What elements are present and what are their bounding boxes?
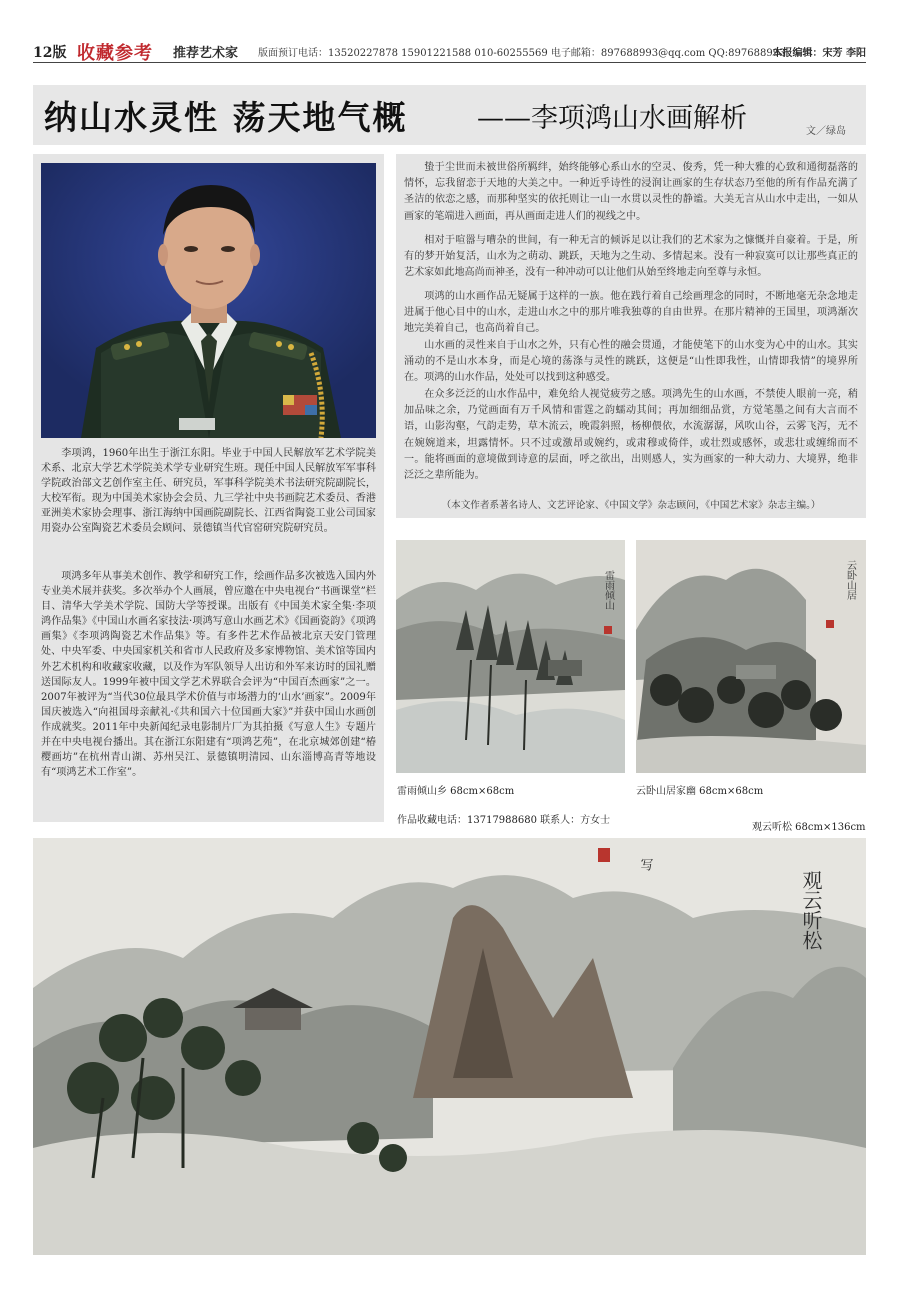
svg-text:云卧山居: 云卧山居 bbox=[844, 560, 856, 600]
artwork-caption: 观云听松 68cm×136cm bbox=[752, 822, 866, 833]
essay-paragraph: 项鸿的山水画作品无疑属于这样的一族。他在践行着自己绘画理念的同时，不断地毫无杂念地走进属于他心目中的山水，走进山水之中的那片唯我独尊的自由世界。在那片精神的王国里，项鸿渐次地完美着自己，也高尚着自己。 bbox=[404, 291, 858, 335]
article-subtitle: ——李项鸿山水画解析 bbox=[477, 103, 747, 134]
author-note: （本文作者系著名诗人、文艺评论家、《中国文学》杂志顾问，《中国艺术家》杂志主编。） bbox=[441, 500, 821, 511]
svg-text:观云听松: 观云听松 bbox=[799, 870, 823, 950]
column-title: 推荐艺术家 bbox=[173, 46, 239, 61]
page-number: 12版 bbox=[33, 45, 67, 61]
bio-paragraph: 李项鸿，1960年出生于浙江东阳。毕业于中国人民解放军艺术学院美术系、北京大学艺术学院美术学专业研究生班。现任中国人民解放军军事科学院政治部文艺创作室主任、研究员，军事科学院美术书法研究院副院长，大校军衔。现为中国美术家协会会员、九三学社中央书画院艺术委员、香港亚洲美术家协会理事、浙江海纳中国画院副院长、江西省陶瓷工业公司国家用瓷办公室陶瓷艺术委员会顾问、景德镇当代官窑研究院研究员。 bbox=[41, 448, 376, 535]
editor-credit: 本报编辑：宋芳 李阳 bbox=[772, 48, 866, 59]
essay-paragraph: 蛰于尘世而未被世俗所羁绊，始终能够心系山水的空灵、俊秀，凭一种大雅的心致和通彻磊落的情怀，忘我留恋于天地的大美之中。一种近乎诗性的浸润让画家的生存状态乃至他的所有作品充满了圣洁的依恋之感，而那种坚实的依托则让一山一水贯以灵性的静谧。大美无言从山水中走出，一如从画家的笔端进入画面，再从画面走进人们的视线之中。 bbox=[404, 162, 858, 222]
svg-text:写: 写 bbox=[637, 858, 653, 871]
landscape-painting-1 bbox=[396, 540, 625, 773]
header-rule bbox=[33, 62, 866, 63]
collection-contact: 作品收藏电话：13717988680 联系人：方女士 bbox=[397, 815, 611, 826]
landscape-painting-3 bbox=[33, 838, 866, 1255]
bio-paragraph: 项鸿多年从事美术创作、教学和研究工作，绘画作品多次被选入国内外专业美术展并获奖。多次举办个人画展，曾应邀在中央电视台“书画课堂”栏目、清华大学美术学院、国防大学等授课。出版有《中国美术家全集·李项鸿作品集》《中国山水画名家技法·项鸿写意山水画艺术》《国画瓷韵》《项鸿画集》《李项鸿陶瓷艺术作品集》等。有多件艺术作品被北京天安门管理处、中央军委、中央国家机关和省市人民政府及多家博物馆、美术馆等国内外艺术机构和收藏家收藏，以及作为军队领导人出访和外军来访时的国礼赠送国际友人。1999年被中国文学艺术界联合会评为“中国百杰画家”之一。2007年被评为“当代30位最具学术价值与市场潜力的‘山水’画家”。2009年国庆被选入“向祖国母亲献礼·《共和国六十位国画大家》”并获中国山水画创作成就奖。2011年中央新闻纪录电影制片厂为其拍摄《写意人生》专题片并在中央电视台播出。其在浙江东阳建有“项鸿艺苑”，在北京城郊创建“椿樱画坊”在杭州青山湖、苏州吴江、景德镇明清园、山东淄博高青等地设有“项鸿艺术工作室”。 bbox=[41, 571, 376, 779]
ad-contact-info: 版面预订电话：13520227878 15901221588 010-60255569 电子邮箱：897688993@qq.com QQ:897688993 bbox=[258, 48, 786, 59]
section-title: 收藏参考 bbox=[77, 43, 153, 64]
artwork-caption: 雷雨倾山乡 68cm×68cm bbox=[397, 786, 515, 797]
page-header bbox=[33, 40, 866, 62]
essay-paragraph: 山水画的灵性来自于山水之外，只有心性的融会贯通，才能使笔下的山水变为心中的山水。其实涌动的不是山水本身，而是心境的荡涤与灵性的跳跃，这便是“山性即我性，山情即我情”的境界所在。项鸿的山水作品，处处可以找到这种感受。 bbox=[404, 340, 858, 384]
artwork-caption: 云卧山居家幽 68cm×68cm bbox=[636, 786, 764, 797]
article-title: 纳山水灵性 荡天地气概 bbox=[44, 98, 408, 137]
essay-paragraph: 相对于喧嚣与嘈杂的世间，有一种无言的倾诉足以让我们的艺术家为之慷慨并自豪着。于是，所有的梦开始复活，山水为之萌动、跳跃，天地为之生动、多情起来。没有一种寂寞可以让那些真正的艺术家如此地高尚而神圣，没有一种冲动可以让他们从始至终地走向至尊与永恒。 bbox=[404, 235, 858, 279]
essay-paragraph: 在众多泛泛的山水作品中，难免给人视觉疲劳之感。项鸿先生的山水画，不禁使人眼前一亮，稍加品味之余，乃觉画面有万千风情和雷霆之韵蠕动其间；再加细细品赏，方觉笔墨之间有大言而不语，山影沟壑，气韵走势，草木流云，晚霞斜照，杨柳偎依，水流潺潺，风吹山谷，云雾飞泻，无不在婉婉道来，坦露情怀。只不过或激昂或婉约，或肃穆或倚伴，或壮烈或感怀，或悲壮或缠绵而不一。能将画面的意境做到诗意的层面，呼之欲出，出则感人，实为画家的一种大动力、大境界，绝非泛泛之辈所能为。 bbox=[404, 389, 858, 482]
landscape-painting-2 bbox=[636, 540, 866, 773]
svg-text:雷雨倾山: 雷雨倾山 bbox=[602, 570, 614, 610]
byline: 文／绿岛 bbox=[806, 126, 846, 137]
portrait-photo bbox=[41, 163, 376, 438]
